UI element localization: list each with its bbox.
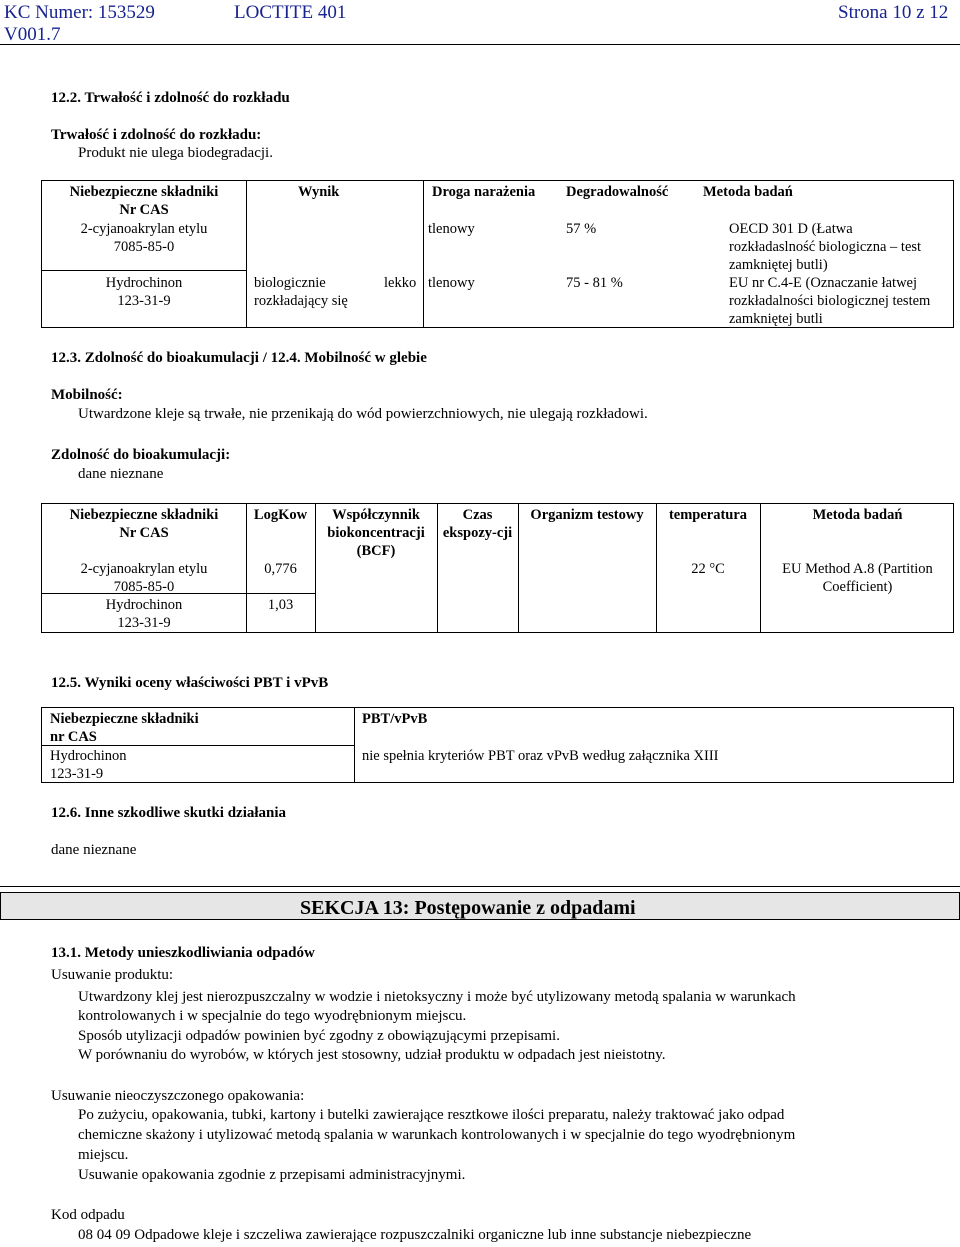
degradability-value: 75 - 81 % bbox=[566, 275, 623, 291]
component-name: Hydrochinon bbox=[105, 275, 183, 291]
component-name: Hydrochinon bbox=[50, 748, 127, 764]
section-12-2-heading: 12.2. Trwałość i zdolność do rozkładu bbox=[51, 90, 290, 106]
method-line: zamkniętej butli) bbox=[729, 257, 828, 273]
persistence-text: Produkt nie ulega biodegradacji. bbox=[78, 145, 273, 161]
component-name: 2-cyjanoakrylan etylu bbox=[80, 221, 208, 237]
packaging-disposal-line: Po zużyciu, opakowania, tubki, kartony i butelki zawierające resztkowe ilości preparatu, należy traktować jako odpad bbox=[78, 1107, 785, 1123]
bioaccumulation-text: dane nieznane bbox=[78, 466, 164, 482]
col-header-result: Wynik bbox=[298, 184, 340, 200]
method-line: zamkniętej butli bbox=[729, 311, 823, 327]
page-number: Strona 10 z 12 bbox=[838, 2, 949, 23]
method-line: Coefficient) bbox=[822, 579, 893, 595]
temperature-value: 22 °C bbox=[691, 561, 725, 577]
col-header-cas: nr CAS bbox=[50, 729, 97, 745]
col-header-components: Niebezpieczne składniki bbox=[50, 711, 199, 727]
method-line: rozkładalności biologicznej testem bbox=[729, 293, 931, 309]
method-line: OECD 301 D (Łatwa bbox=[729, 221, 853, 237]
product-disposal-label: Usuwanie produktu: bbox=[51, 967, 174, 983]
component-cas: 123-31-9 bbox=[117, 615, 171, 631]
section-13-banner bbox=[0, 892, 960, 920]
waste-code-label: Kod odpadu bbox=[51, 1207, 125, 1223]
component-name: Hydrochinon bbox=[105, 597, 183, 613]
product-name: LOCTITE 401 bbox=[234, 2, 347, 23]
logkow-value: 0,776 bbox=[264, 561, 297, 577]
pbt-table bbox=[41, 707, 954, 783]
product-disposal-line: kontrolowanych i w specjalnie do tego wyodrębnionym miejscu. bbox=[78, 1008, 467, 1024]
col-header-time: Czas bbox=[462, 507, 493, 523]
col-header-method: Metoda badań bbox=[703, 184, 793, 200]
packaging-disposal-line: Usuwanie opakowania zgodnie z przepisami administracyjnymi. bbox=[78, 1167, 466, 1183]
other-effects-text: dane nieznane bbox=[51, 842, 137, 858]
product-disposal-line: Utwardzony klej jest nierozpuszczalny w wodzie i nietoksyczny i może być utylizowany metodą spalania w warunkach bbox=[78, 989, 796, 1005]
col-header-bcf: biokoncentracji bbox=[327, 525, 425, 541]
degradability-value: 57 % bbox=[566, 221, 597, 237]
exposure-route: tlenowy bbox=[428, 221, 475, 237]
packaging-disposal-label: Usuwanie nieoczyszczonego opakowania: bbox=[51, 1088, 305, 1104]
method-line: EU nr C.4-E (Oznaczanie łatwej bbox=[729, 275, 918, 291]
doc-number: KC Numer: 153529 bbox=[4, 2, 155, 23]
header-divider bbox=[0, 44, 960, 45]
section-12-5-heading: 12.5. Wyniki oceny właściwości PBT i vPvB bbox=[51, 675, 329, 691]
doc-version: V001.7 bbox=[4, 24, 61, 45]
component-cas: 123-31-9 bbox=[117, 293, 171, 309]
section-12-3-heading: 12.3. Zdolność do bioakumulacji / 12.4. Mobilność w glebie bbox=[51, 350, 427, 366]
mobility-label: Mobilność: bbox=[51, 387, 123, 403]
section-12-6-heading: 12.6. Inne szkodliwe skutki działania bbox=[51, 805, 287, 821]
packaging-disposal-line: chemiczne skażony i utylizować metodą spalania w warunkach kontrolowanych i w specjalnie do tego wyodrębnionym bbox=[78, 1127, 796, 1143]
result-value: lekko bbox=[384, 275, 417, 291]
pbt-value: nie spełnia kryteriów PBT oraz vPvB według załącznika XIII bbox=[362, 748, 719, 764]
degradation-table bbox=[41, 180, 954, 328]
product-disposal-line: Sposób utylizacji odpadów powinien być zgodny z obowiązującymi przepisami. bbox=[78, 1028, 560, 1044]
section-divider bbox=[0, 886, 960, 887]
col-header-exposure: Droga narażenia bbox=[432, 184, 536, 200]
bioaccumulation-table bbox=[41, 503, 954, 633]
packaging-disposal-line: miejscu. bbox=[78, 1147, 129, 1163]
result-value: rozkładający się bbox=[254, 293, 348, 309]
component-cas: 7085-85-0 bbox=[113, 239, 175, 255]
col-header-cas: Nr CAS bbox=[119, 525, 169, 541]
exposure-route: tlenowy bbox=[428, 275, 475, 291]
col-header-pbt: PBT/vPvB bbox=[362, 711, 428, 727]
waste-code-text: 08 04 09 Odpadowe kleje i szczeliwa zawierające rozpuszczalniki organiczne lub inne substancje niebezpieczne bbox=[78, 1227, 752, 1243]
col-header-method: Metoda badań bbox=[812, 507, 903, 523]
col-header-components: Niebezpieczne składniki bbox=[69, 507, 219, 523]
logkow-value: 1,03 bbox=[267, 597, 294, 613]
bioaccumulation-label: Zdolność do bioakumulacji: bbox=[51, 447, 231, 463]
col-header-cas: Nr CAS bbox=[119, 202, 169, 218]
method-line: EU Method A.8 (Partition bbox=[782, 561, 933, 577]
mobility-text: Utwardzone kleje są trwałe, nie przenikają do wód powierzchniowych, nie ulegają rozkładowi. bbox=[78, 406, 648, 422]
col-header-time: ekspozy-cji bbox=[442, 525, 513, 541]
col-header-temperature: temperatura bbox=[668, 507, 748, 523]
col-header-components: Niebezpieczne składniki bbox=[69, 184, 219, 200]
component-cas: 7085-85-0 bbox=[113, 579, 175, 595]
col-header-bcf: Współczynnik bbox=[332, 507, 420, 523]
col-header-bcf: (BCF) bbox=[356, 543, 396, 559]
method-line: rozkładaslność biologiczna – test bbox=[729, 239, 922, 255]
persistence-label: Trwałość i zdolność do rozkładu: bbox=[51, 127, 262, 143]
section-13-title: SEKCJA 13: Postępowanie z odpadami bbox=[300, 897, 636, 919]
result-value: biologicznie bbox=[254, 275, 326, 291]
component-cas: 123-31-9 bbox=[50, 766, 104, 782]
component-name: 2-cyjanoakrylan etylu bbox=[80, 561, 208, 577]
col-header-logkow: LogKow bbox=[253, 507, 308, 523]
col-header-degradability: Degradowalność bbox=[566, 184, 669, 200]
section-13-1-heading: 13.1. Metody unieszkodliwiania odpadów bbox=[51, 945, 315, 961]
product-disposal-line: W porównaniu do wyrobów, w których jest stosowny, udział produktu w odpadach jest nieistotny. bbox=[78, 1047, 666, 1063]
col-header-organism: Organizm testowy bbox=[530, 507, 644, 523]
